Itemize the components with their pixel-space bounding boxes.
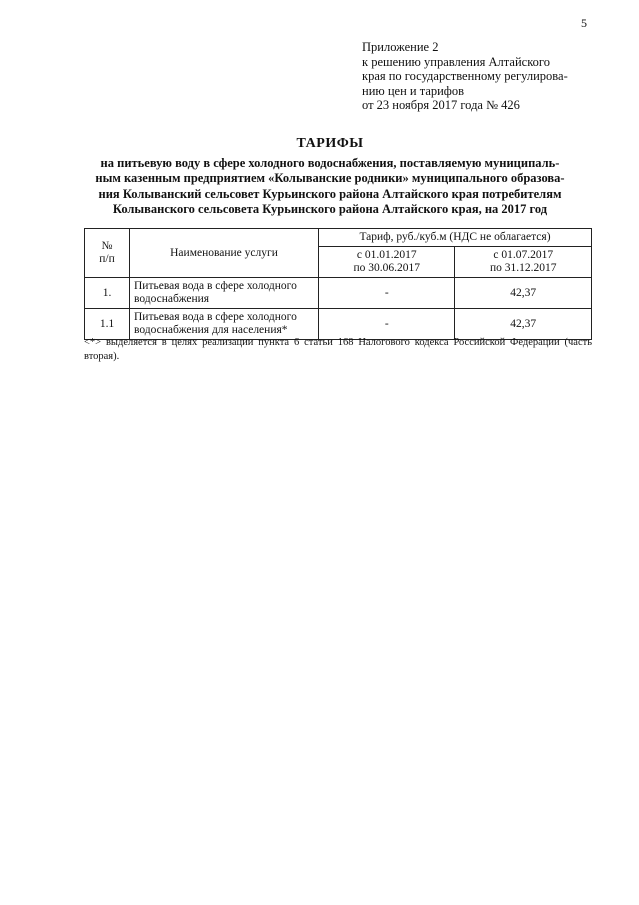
title-line: ния Колыванский сельсовет Курьинского района Алтайского края потребителям xyxy=(98,186,562,201)
main-title: ТАРИФЫ xyxy=(296,136,364,151)
row-tariff-period-2: 42,37 xyxy=(455,309,592,340)
title-line: ным казенным предприятием «Колыванские родники» муниципального образова- xyxy=(95,171,565,185)
period-line: с 01.01.2017 xyxy=(356,249,417,261)
period-line: по 31.12.2017 xyxy=(489,262,557,274)
row-service-name xyxy=(130,278,319,309)
row-num: 1. xyxy=(85,278,130,309)
title-line: Колыванского сельсовета Курьинского района Алтайского края, на 2017 год xyxy=(112,202,548,216)
service-name-line: водоснабжения xyxy=(134,293,210,305)
period-line: по 30.06.2017 xyxy=(353,262,420,274)
row-tariff-period-1: - xyxy=(319,278,455,309)
document-title xyxy=(60,136,600,218)
row-tariff-period-2: 42,37 xyxy=(455,278,592,309)
header-num-line: № xyxy=(101,240,113,252)
table-header-row xyxy=(85,229,592,247)
header-period-2 xyxy=(455,247,592,278)
header-tariff: Тариф, руб./куб.м (НДС не облагается) xyxy=(319,229,592,247)
appendix-header xyxy=(362,40,612,113)
service-name-line: Питьевая вода в сфере холодного xyxy=(134,280,297,292)
title-line: на питьевую воду в сфере холодного водоснабжения, поставляемую муниципаль- xyxy=(100,155,560,170)
service-name-line: Питьевая вода в сфере холодного xyxy=(134,311,297,323)
appendix-line: от 23 ноября 2017 года № 426 xyxy=(362,98,520,112)
appendix-line: нию цен и тарифов xyxy=(362,83,465,98)
appendix-line: к решению управления Алтайского xyxy=(362,54,550,69)
table-row xyxy=(85,278,592,309)
appendix-line: края по государственному регулирова- xyxy=(362,69,568,83)
period-line: с 01.07.2017 xyxy=(493,249,554,261)
header-num xyxy=(85,229,130,278)
header-num-line: п/п xyxy=(99,253,115,265)
row-service-name xyxy=(130,309,319,340)
tariffs-table xyxy=(84,228,592,340)
page-number: 5 xyxy=(581,16,587,30)
header-service-name: Наименование услуги xyxy=(130,229,319,278)
row-tariff-period-1: - xyxy=(319,309,455,340)
row-num: 1.1 xyxy=(85,309,130,340)
footnote: <*> выделяется в целях реализации пункта 6 статьи 168 Налогового кодекса Российской Федерации (часть вторая). xyxy=(84,337,592,362)
table-row xyxy=(85,309,592,340)
service-name-line: водоснабжения для населения* xyxy=(134,324,288,336)
appendix-line: Приложение 2 xyxy=(362,40,439,54)
header-period-1 xyxy=(319,247,455,278)
